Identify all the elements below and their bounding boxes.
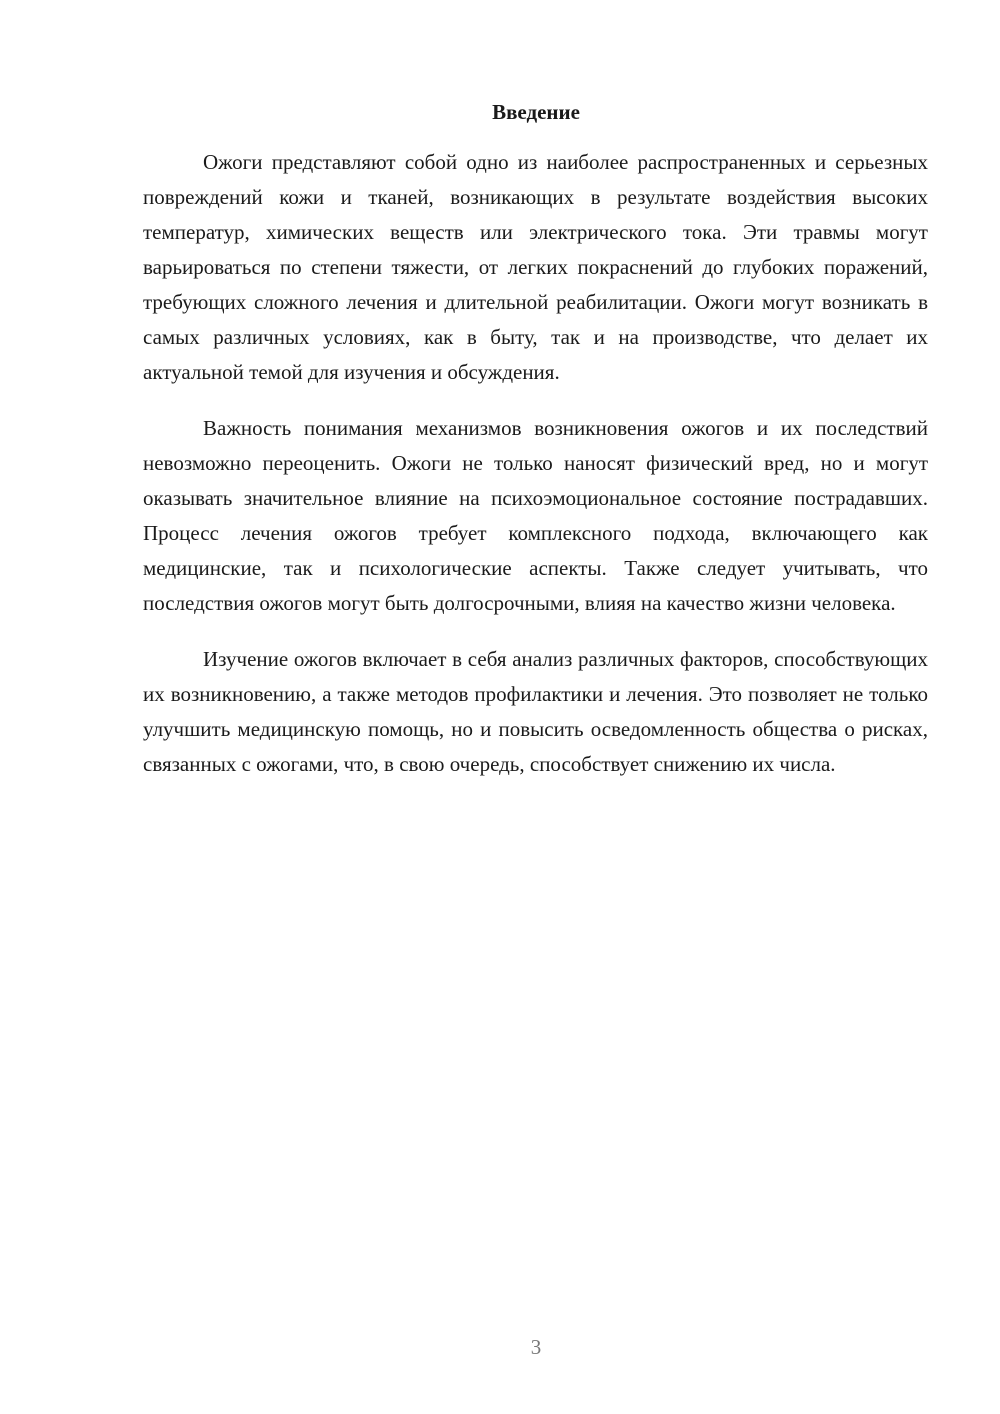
- paragraph-3: Изучение ожогов включает в себя анализ различных факторов, способствующих их возникновению, а также методов профилактики и лечения. Это позволяет не только улучшить медицинскую помощь, но и повысить осведомленность общества о рисках, связанных с ожогами, что, в свою очередь, способствует снижению их числа.: [143, 647, 928, 776]
- paragraph-1: Ожоги представляют собой одно из наиболее распространенных и серьезных повреждений кожи и тканей, возникающих в результате воздействия высоких температур, химических веществ или электрического тока. Эти травмы могут варьироваться по степени тяжести, от легких покраснений до глубоких поражений, требующих сложного лечения и длительной реабилитации. Ожоги могут возникать в самых различных условиях, как в быту, так и на производстве, что делает их актуальной темой для изучения и обсуждения.: [143, 150, 928, 384]
- body-text: [143, 145, 928, 803]
- section-heading: Введение: [492, 100, 580, 124]
- paragraph-2: Важность понимания механизмов возникновения ожогов и их последствий невозможно переоценить. Ожоги не только наносят физический вред, но и могут оказывать значительное влияние на психоэмоциональное состояние пострадавших. Процесс лечения ожогов требует комплексного подхода, включающего как медицинские, так и психологические аспекты. Также следует учитывать, что последствия ожогов могут быть долгосрочными, влияя на качество жизни человека.: [143, 416, 928, 615]
- page-number: 3: [530, 1335, 542, 1359]
